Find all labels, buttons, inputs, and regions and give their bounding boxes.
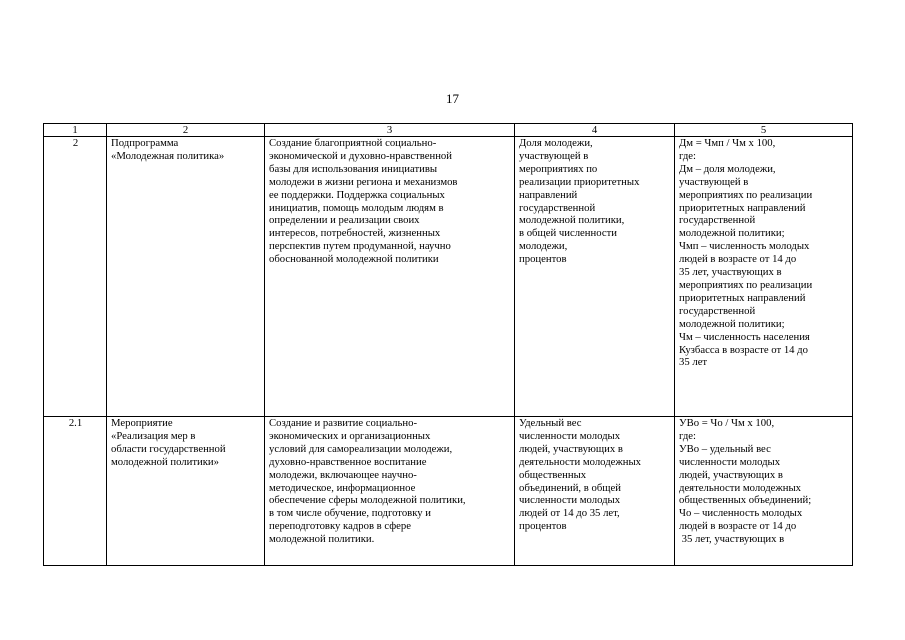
text-line: УВо = Чо / Чм x 100, xyxy=(679,417,775,429)
text-line: мероприятиях по xyxy=(519,162,598,175)
text-line: государственной xyxy=(679,214,756,227)
text-line: молодежной политики; xyxy=(679,227,785,240)
text-line: Чм – численность населения xyxy=(679,330,810,343)
text-line: направлений xyxy=(519,188,578,201)
text-line: Создание и развитие социально- xyxy=(269,417,418,429)
formula-cell xyxy=(675,417,853,566)
text-line: участвующей в xyxy=(519,149,589,162)
text-line: людей, участвующих в xyxy=(679,468,783,481)
text-line: общественных xyxy=(519,468,587,481)
header-col-5: 5 xyxy=(675,124,853,137)
text-line: молодежи, xyxy=(519,240,568,253)
header-col-2: 2 xyxy=(107,124,265,137)
text-line: инициатив, помощь молодым людям в xyxy=(269,201,444,214)
row-number: 2 xyxy=(44,137,107,417)
text-line: определении и реализации своих xyxy=(269,214,420,227)
text-line: людей от 14 до 35 лет, xyxy=(519,507,620,520)
text-line: деятельности молодежных xyxy=(519,455,641,468)
text-line: людей, участвующих в xyxy=(519,442,623,455)
description-cell xyxy=(265,417,515,566)
text-line: Мероприятие xyxy=(111,417,173,429)
text-line: экономической и духовно-нравственной xyxy=(269,149,452,162)
text-line: молодежной политики» xyxy=(111,455,219,468)
text-line: 35 лет, участвующих в xyxy=(679,533,785,546)
text-line: области государственной xyxy=(111,442,226,455)
text-line: государственной xyxy=(519,201,596,214)
text-line: «Молодежная политика» xyxy=(111,149,225,162)
text-line: численности молодых xyxy=(519,494,621,507)
program-name-cell xyxy=(107,137,265,417)
page-number: 17 xyxy=(446,91,459,106)
text-line: приоритетных направлений xyxy=(679,201,806,214)
row-number: 2.1 xyxy=(44,417,107,566)
text-line: численности молодых xyxy=(519,429,621,442)
text-line: Доля молодежи, xyxy=(519,137,593,149)
table-row xyxy=(44,137,853,417)
text-line: объединений, в общей xyxy=(519,481,621,494)
header-col-1: 1 xyxy=(44,124,107,137)
text-line: базы для использования инициативы xyxy=(269,162,438,175)
text-line: обеспечение сферы молодежной политики, xyxy=(269,494,466,507)
text-line: приоритетных направлений xyxy=(679,291,806,304)
text-line: общественных объединений; xyxy=(679,494,812,507)
text-line: переподготовку кадров в сфере xyxy=(269,520,412,533)
text-line: Подпрограмма xyxy=(111,137,179,149)
text-line: экономических и организационных xyxy=(269,429,431,442)
header-col-4: 4 xyxy=(515,124,675,137)
text-line: молодежи, включающее научно- xyxy=(269,468,417,481)
text-line: обоснованной молодежной политики xyxy=(269,253,439,266)
text-line: численности молодых xyxy=(679,455,781,468)
formula-cell xyxy=(675,137,853,417)
text-line: в том числе обучение, подготовку и xyxy=(269,507,431,520)
text-line: условий для самореализации молодежи, xyxy=(269,442,453,455)
text-line: Дм – доля молодежи, xyxy=(679,162,776,175)
text-line: реализации приоритетных xyxy=(519,175,640,188)
text-line: деятельности молодежных xyxy=(679,481,801,494)
text-line: в общей численности xyxy=(519,227,617,240)
text-line: «Реализация мер в xyxy=(111,429,196,442)
text-line: где: xyxy=(679,149,697,162)
text-line: мероприятиях по реализации xyxy=(679,188,813,201)
text-line: Дм = Чмп / Чм x 100, xyxy=(679,137,776,149)
text-line: людей в возрасте от 14 до xyxy=(679,520,797,533)
text-line: Создание благоприятной социально- xyxy=(269,137,437,149)
text-line: 35 лет xyxy=(679,356,708,369)
text-line: людей в возрасте от 14 до xyxy=(679,253,797,266)
text-line: 35 лет, участвующих в xyxy=(679,266,782,279)
text-line: государственной xyxy=(679,304,756,317)
text-line: процентов xyxy=(519,520,567,533)
text-line: молодежной политики, xyxy=(519,214,625,227)
text-line: Чо – численность молодых xyxy=(679,507,803,520)
indicator-cell xyxy=(515,137,675,417)
text-line: мероприятиях по реализации xyxy=(679,278,813,291)
description-cell xyxy=(265,137,515,417)
text-line: молодежи в жизни региона и механизмов xyxy=(269,175,458,188)
table-row xyxy=(44,417,853,566)
indicator-cell xyxy=(515,417,675,566)
header-col-3: 3 xyxy=(265,124,515,137)
text-line: духовно-нравственное воспитание xyxy=(269,455,427,468)
text-line: Удельный вес xyxy=(519,417,582,429)
program-name-cell xyxy=(107,417,265,566)
text-line: интересов, потребностей, жизненных xyxy=(269,227,441,240)
text-line: где: xyxy=(679,429,697,442)
text-line: молодежной политики; xyxy=(679,317,785,330)
header-row xyxy=(44,124,853,137)
text-line: участвующей в xyxy=(679,175,749,188)
text-line: процентов xyxy=(519,253,567,266)
text-line: УВо – удельный вес xyxy=(679,442,771,455)
text-line: Кузбасса в возрасте от 14 до xyxy=(679,343,808,356)
indicators-table xyxy=(43,123,853,566)
text-line: перспектив путем продуманной, научно xyxy=(269,240,451,253)
text-line: ее поддержки. Поддержка социальных xyxy=(269,188,445,201)
text-line: молодежной политики. xyxy=(269,533,375,546)
text-line: Чмп – численность молодых xyxy=(679,240,810,253)
text-line: методическое, информационное xyxy=(269,481,416,494)
